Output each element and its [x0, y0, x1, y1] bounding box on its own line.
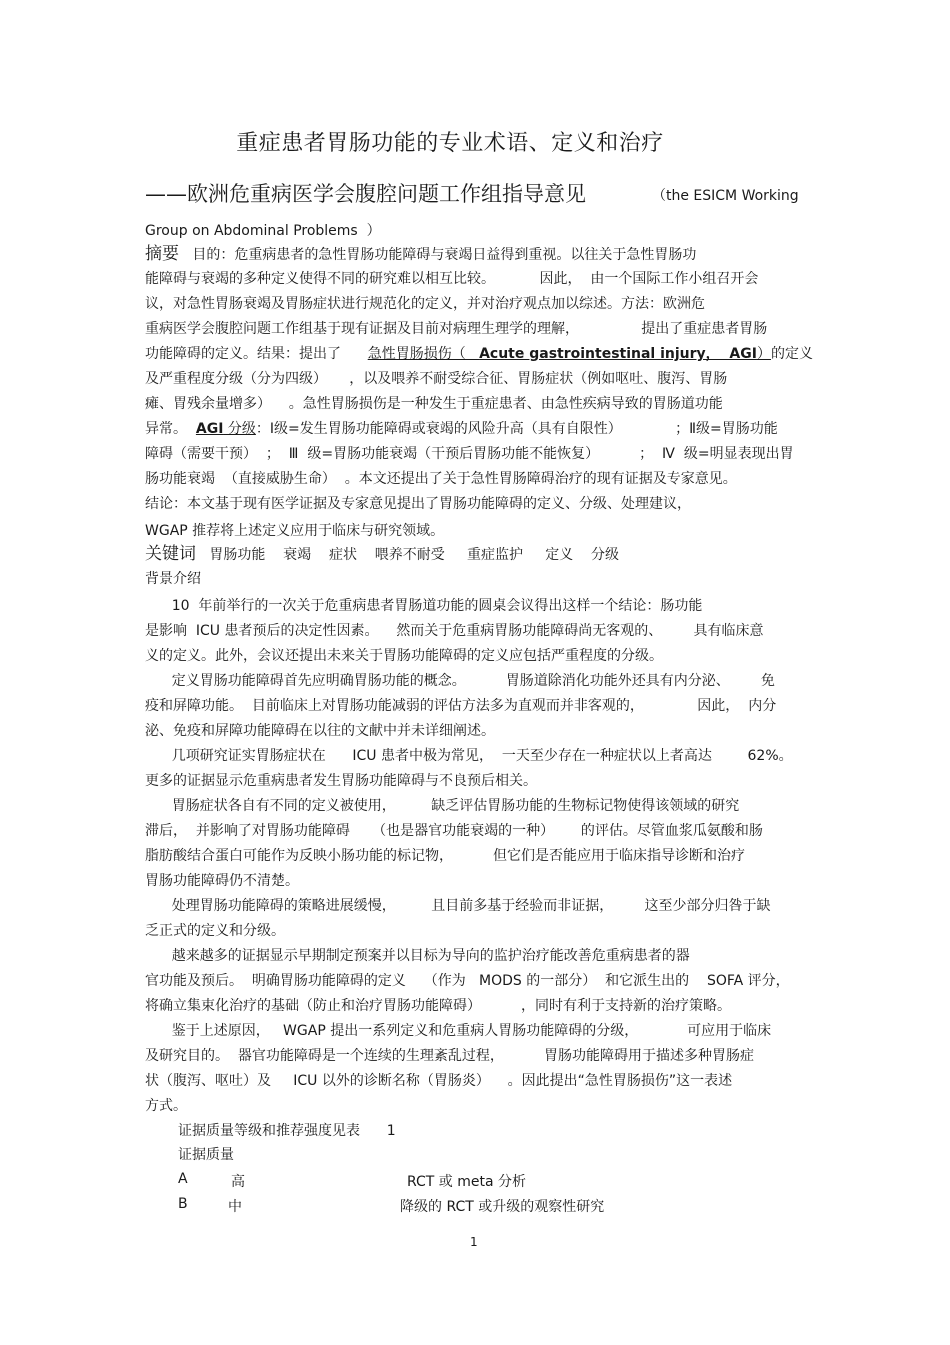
table-heading: 证据质量 [178, 1147, 234, 1163]
evidence-grade: B [178, 1196, 188, 1212]
body-line: 滞后， 并影响了对胃肠功能障碍 （也是器官功能衰竭的一种） 的评估。尽管血浆瓜氨酸和肠 [145, 823, 763, 839]
body-line: 胃肠功能障碍仍不清楚。 [145, 873, 299, 889]
body-line: 定义胃肠功能障碍首先应明确胃肠功能的概念。 胃肠道除消化功能外还具有内分泌、 免 [145, 673, 775, 689]
body-line: 胃肠症状各自有不同的定义被使用， 缺乏评估胃肠功能的生物标记物使得该领域的研究 [145, 798, 740, 814]
abstract-label: 摘要 [145, 244, 179, 264]
body-line: 将确立集束化治疗的基础（防止和治疗胃肠功能障碍） ，同时有利于支持新的治疗策略。 [145, 998, 732, 1014]
abstract-line: 异常。 AGI 分级：Ⅰ级=发生胃肠功能障碍或衰竭的风险升高（具有自限性） ；Ⅱ级=胃肠功能 [145, 421, 778, 437]
body-line: 脂肪酸结合蛋白可能作为反映小肠功能的标记物， 但它们是否能应用于临床指导诊断和治疗 [145, 848, 746, 864]
body-line: 几项研究证实胃肠症状在 ICU 患者中极为常见， 一天至少存在一种症状以上者高达 62%。 [145, 748, 793, 764]
agi-term-en: Acute gastrointestinal injury， AGI [479, 346, 757, 362]
subtitle-english: （the ESICM Working [652, 188, 799, 204]
evidence-level: 高 [231, 1174, 245, 1190]
table-intro: 证据质量等级和推荐强度见表 1 [178, 1123, 396, 1139]
document-title: 重症患者胃肠功能的专业术语、定义和治疗 [236, 131, 664, 156]
page-number: 1 [470, 1235, 478, 1249]
agi-term: 急性胃肠损伤（ [367, 346, 480, 362]
abstract-line: 肠功能衰竭 （直接威胁生命） 。本文还提出了关于急性胃肠障碍治疗的现有证据及专家意见。 [145, 471, 737, 487]
abstract-line: 功能障碍的定义。结果：提出了 急性胃肠损伤（ Acute gastrointestinal injury， AGI）的定义 [145, 346, 813, 362]
document-subtitle: ——欧洲危重病医学会腹腔问题工作组指导意见 [145, 182, 586, 206]
body-line: 10 年前举行的一次关于危重病患者胃肠道功能的圆桌会议得出这样一个结论：肠功能 [145, 598, 703, 614]
abstract-line: 议，对急性胃肠衰竭及胃肠症状进行规范化的定义，并对治疗观点加以综述。方法：欧洲危 [145, 296, 705, 312]
abstract-line: 瘫、胃残余量增多） 。急性胃肠损伤是一种发生于重症患者、由急性疾病导致的胃肠道功能 [145, 396, 723, 412]
abstract-line: 及严重程度分级（分为四级） ，以及喂养不耐受综合征、胃肠症状（例如呕吐、腹泻、胃肠 [145, 371, 728, 387]
abstract-line: 重病医学会腹腔问题工作组基于现有证据及目前对病理生理学的理解， 提出了重症患者胃肠 [145, 321, 768, 337]
agi-grade-term: AGI [195, 421, 224, 437]
abstract-line: 结论：本文基于现有医学证据及专家意见提出了胃肠功能障碍的定义、分级、处理建议， [145, 496, 691, 512]
evidence-level: 中 [228, 1199, 242, 1215]
section-heading: 背景介绍 [145, 571, 201, 587]
keywords-items: 胃肠功能 衰竭 症状 喂养不耐受 重症监护 定义 分级 [196, 547, 620, 563]
body-line: 方式。 [145, 1098, 187, 1114]
body-line: 越来越多的证据显示早期制定预案并以目标为导向的监护治疗能改善危重病患者的器 [145, 948, 690, 964]
body-line: 疫和屏障功能。 目前临床上对胃肠功能减弱的评估方法多为直观而并非客观的， 因此， 内分 [145, 698, 777, 714]
evidence-desc: RCT 或 meta 分析 [407, 1174, 527, 1190]
evidence-desc: 降级的 RCT 或升级的观察性研究 [400, 1199, 605, 1215]
body-line: 及研究目的。 器官功能障碍是一个连续的生理紊乱过程， 胃肠功能障碍用于描述多种胃肠症 [145, 1048, 754, 1064]
body-line: 处理胃肠功能障碍的策略进展缓慢， 且目前多基于经验而非证据， 这至少部分归咎于缺 [145, 898, 771, 914]
body-line: 更多的证据显示危重病患者发生胃肠功能障碍与不良预后相关。 [145, 773, 537, 789]
keywords-line [145, 545, 619, 564]
abstract-line: 摘要 目的：危重病患者的急性胃肠功能障碍与衰竭日益得到重视。以往关于急性胃肠功 [145, 244, 697, 264]
abstract-line: 能障碍与衰竭的多种定义使得不同的研究难以相互比较。 因此， 由一个国际工作小组召开会 [145, 271, 759, 287]
body-line: 义的定义。此外，会议还提出未来关于胃肠功能障碍的定义应包括严重程度的分级。 [145, 648, 663, 664]
body-line: 官功能及预后。 明确胃肠功能障碍的定义 （作为 MODS 的一部分） 和它派生出的 SOFA 评分， [145, 973, 790, 989]
evidence-grade: A [178, 1171, 188, 1187]
subtitle-english-cont: Group on Abdominal Problems ） [145, 223, 381, 239]
body-line: 泌、免疫和屏障功能障碍在以往的文献中并未详细阐述。 [145, 723, 495, 739]
keywords-label: 关键词 [145, 544, 196, 564]
abstract-line: WGAP 推荐将上述定义应用于临床与研究领域。 [145, 523, 445, 539]
body-line: 是影响 ICU 患者预后的决定性因素。 然而关于危重病胃肠功能障碍尚无客观的、 具有临床意 [145, 623, 764, 639]
body-line: 乏正式的定义和分级。 [145, 923, 285, 939]
abstract-line: 障碍（需要干预） ； Ⅲ 级=胃肠功能衰竭（干预后胃肠功能不能恢复） ； Ⅳ 级=明显表现出胃 [145, 446, 794, 462]
body-line: 鉴于上述原因， WGAP 提出一系列定义和危重病人胃肠功能障碍的分级， 可应用于临床 [145, 1023, 772, 1039]
body-line: 状（腹泻、呕吐）及 ICU 以外的诊断名称（胃肠炎） 。因此提出“急性胃肠损伤”这一表述 [145, 1073, 733, 1089]
